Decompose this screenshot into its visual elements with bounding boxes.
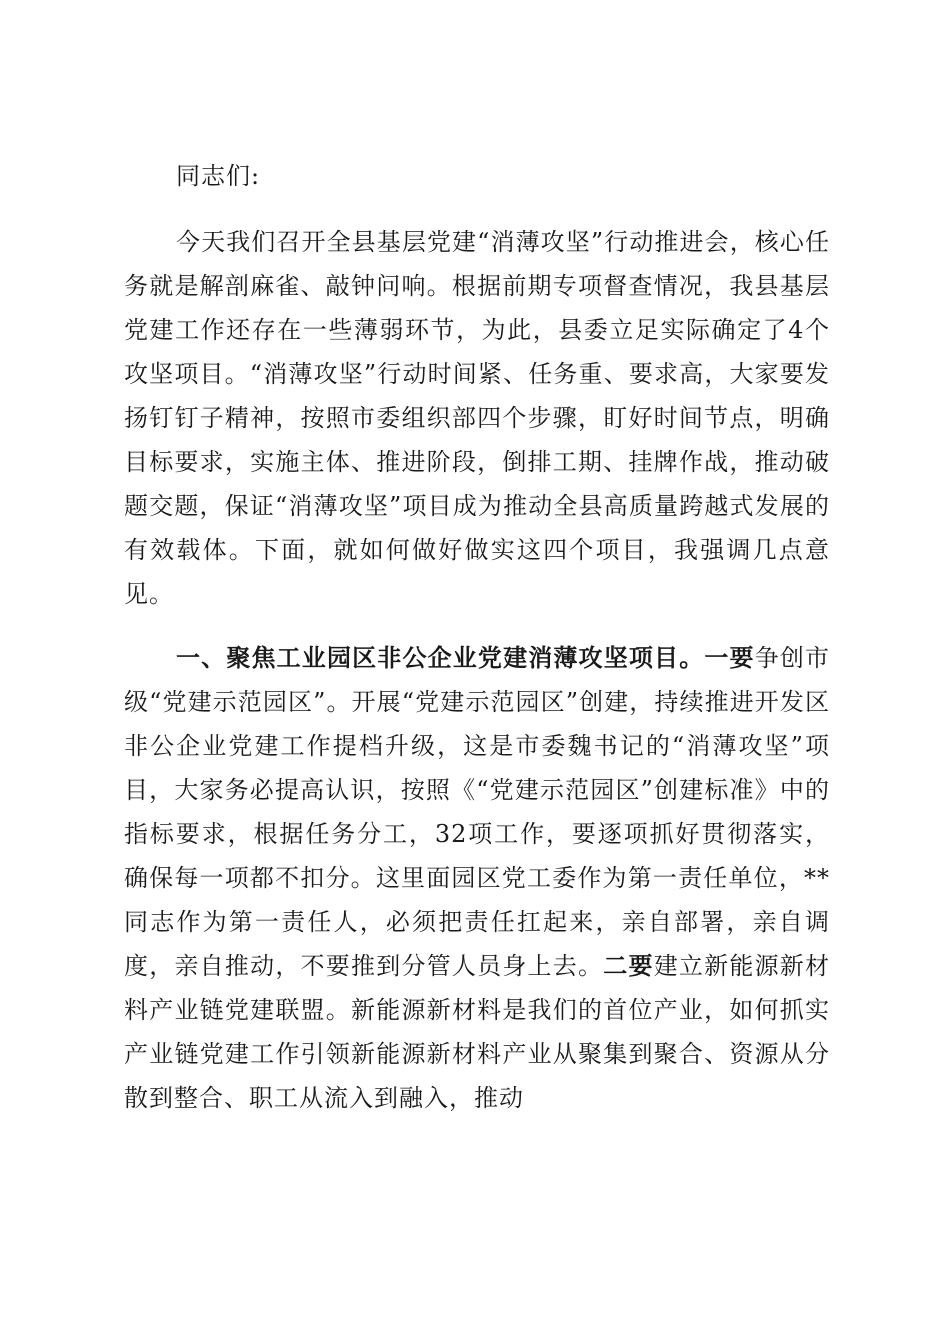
document-body (124, 154, 830, 1120)
greeting-paragraph: 同志们: (176, 162, 261, 190)
point-two-text: 建立新能源新材料产业链党建联盟。新能源新材料是我们的首位产业，如何抓实产业链党建工作引领新能源新材料产业从聚集到聚合、资源从分散到整合、职工从流入到融入，推动 (124, 952, 831, 1112)
section-one-paragraph (124, 636, 830, 1120)
intro-paragraph: 今天我们召开全县基层党建“消薄攻坚”行动推进会，核心任务就是解剖麻雀、敲钟问响。根据前期专项督查情况，我县基层党建工作还存在一些薄弱环节，为此，县委立足实际确定了4个攻坚项目。“消薄攻坚”行动时间紧、任务重、要求高，大家要发扬钉钉子精神，按照市委组织部四个步骤，盯好时间节点，明确目标要求，实施主体、推进阶段，倒排工期、挂牌作战，推动破题交题，保证“消薄攻坚”项目成为推动全县高质量跨越式发展的有效载体。下面，就如何做好做实这四个项目，我强调几点意见。 (124, 228, 830, 608)
point-one-label: 一要 (704, 644, 755, 672)
point-two-label: 二要 (603, 951, 654, 980)
point-one-text: 争创市级“党建示范园区”。开展“党建示范园区”创建，持续推进开发区非公企业党建工作提档升级，这是市委魏书记的“消薄攻坚”项目，大家务必提高认识，按照《“党建示范园区”创建标准》中的指标要求，根据任务分工，32项工作，要逐项抓好贯彻落实，确保每一项都不扣分。这里面园区党工委作为第一责任单位，**同志作为第一责任人，必须把责任扛起来，亲自部署，亲自调度，亲自推动，不要推到分管人员身上去。 (124, 644, 831, 980)
section-one-heading: 一、聚焦工业园区非公企业党建消薄攻坚项目。 (176, 644, 705, 672)
